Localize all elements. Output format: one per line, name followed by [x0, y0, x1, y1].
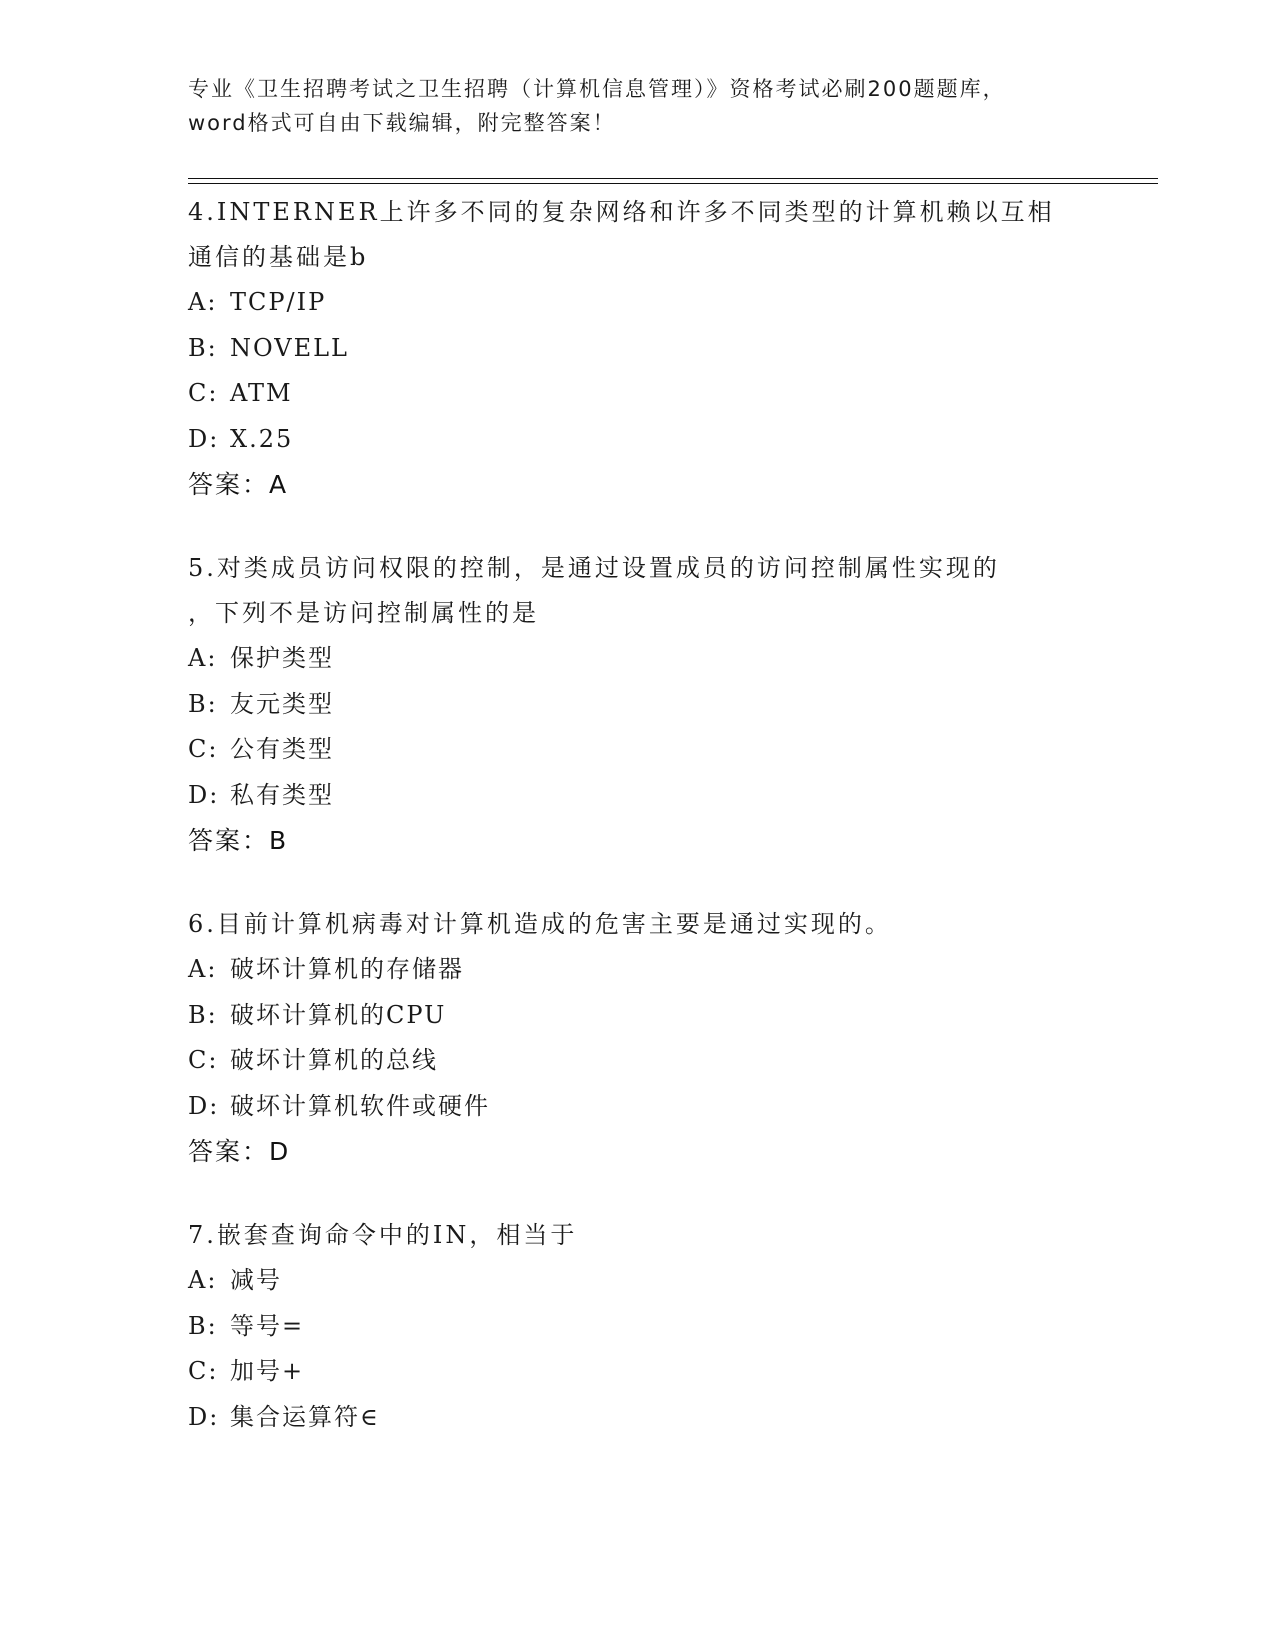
question-text	[188, 190, 1118, 280]
question-text	[188, 546, 1118, 636]
question-text	[188, 1213, 1118, 1258]
answer-line: 答案：A	[188, 470, 289, 499]
question-line: 5.对类成员访问权限的控制，是通过设置成员的访问控制属性实现的	[188, 554, 1000, 582]
header-line-2: word格式可自由下载编辑，附完整答案！	[188, 111, 616, 135]
option-c	[188, 727, 1118, 773]
document-header	[188, 72, 1118, 140]
option-c	[188, 1349, 1118, 1395]
answer-line: 答案：D	[188, 1137, 291, 1166]
option-d	[188, 417, 1118, 463]
option-b	[188, 1304, 1118, 1350]
answer-line: 答案：B	[188, 826, 289, 855]
option-text: 破坏计算机的存储器	[230, 955, 464, 983]
option-text: 保护类型	[230, 644, 334, 672]
option-key: A:	[188, 288, 218, 316]
option-d	[188, 773, 1118, 819]
option-b	[188, 326, 1118, 372]
option-d	[188, 1084, 1118, 1130]
option-text: 集合运算符∈	[230, 1402, 380, 1431]
option-b	[188, 993, 1118, 1039]
header-line-1: 专业《卫生招聘考试之卫生招聘（计算机信息管理）》资格考试必刷200题题库，	[188, 77, 1006, 101]
option-c	[188, 371, 1118, 417]
option-key: C:	[188, 379, 219, 407]
header-divider-top	[188, 178, 1158, 179]
option-a	[188, 636, 1118, 682]
option-key: D:	[188, 1091, 220, 1120]
question-line: 6.目前计算机病毒对计算机造成的危害主要是通过实现的。	[188, 910, 892, 938]
option-key: B:	[188, 1311, 218, 1340]
question-line: 4.INTERNER上许多不同的复杂网络和许多不同类型的计算机赖以互相	[188, 198, 1055, 226]
option-key: C:	[188, 1357, 219, 1385]
option-key: D:	[188, 424, 220, 453]
question-list	[188, 190, 1118, 1478]
option-text: X.25	[230, 424, 294, 453]
option-c	[188, 1038, 1118, 1084]
option-text: 私有类型	[230, 780, 334, 809]
option-key: A:	[188, 955, 218, 983]
question-item	[188, 1213, 1118, 1440]
option-key: D:	[188, 1402, 220, 1431]
option-a	[188, 280, 1118, 326]
option-text: 破坏计算机软件或硬件	[230, 1091, 490, 1120]
question-line: 7.嵌套查询命令中的IN，相当于	[188, 1221, 578, 1249]
option-key: B:	[188, 333, 218, 362]
option-d	[188, 1395, 1118, 1441]
option-key: C:	[188, 1046, 219, 1074]
question-item	[188, 546, 1118, 864]
question-line: ，下列不是访问控制属性的是	[188, 599, 539, 627]
option-key: D:	[188, 780, 220, 809]
option-text: 减号	[230, 1266, 282, 1294]
option-key: B:	[188, 1000, 218, 1029]
option-a	[188, 947, 1118, 993]
question-item	[188, 902, 1118, 1175]
option-key: B:	[188, 689, 218, 718]
option-key: A:	[188, 644, 218, 672]
option-b	[188, 682, 1118, 728]
option-text: 友元类型	[230, 689, 334, 718]
question-line: 通信的基础是b	[188, 243, 369, 271]
option-a	[188, 1258, 1118, 1304]
option-text: 破坏计算机的总线	[230, 1046, 438, 1074]
option-text: 等号=	[230, 1311, 305, 1340]
option-text: 破坏计算机的CPU	[230, 1000, 447, 1029]
question-text	[188, 902, 1118, 947]
option-text: TCP/IP	[230, 288, 327, 316]
option-text: ATM	[230, 379, 293, 407]
question-item	[188, 190, 1118, 508]
header-divider-bottom	[188, 183, 1158, 184]
option-text: 公有类型	[230, 735, 334, 763]
option-key: A:	[188, 1266, 218, 1294]
option-key: C:	[188, 735, 219, 763]
option-text: 加号+	[230, 1357, 305, 1385]
option-text: NOVELL	[230, 333, 349, 362]
